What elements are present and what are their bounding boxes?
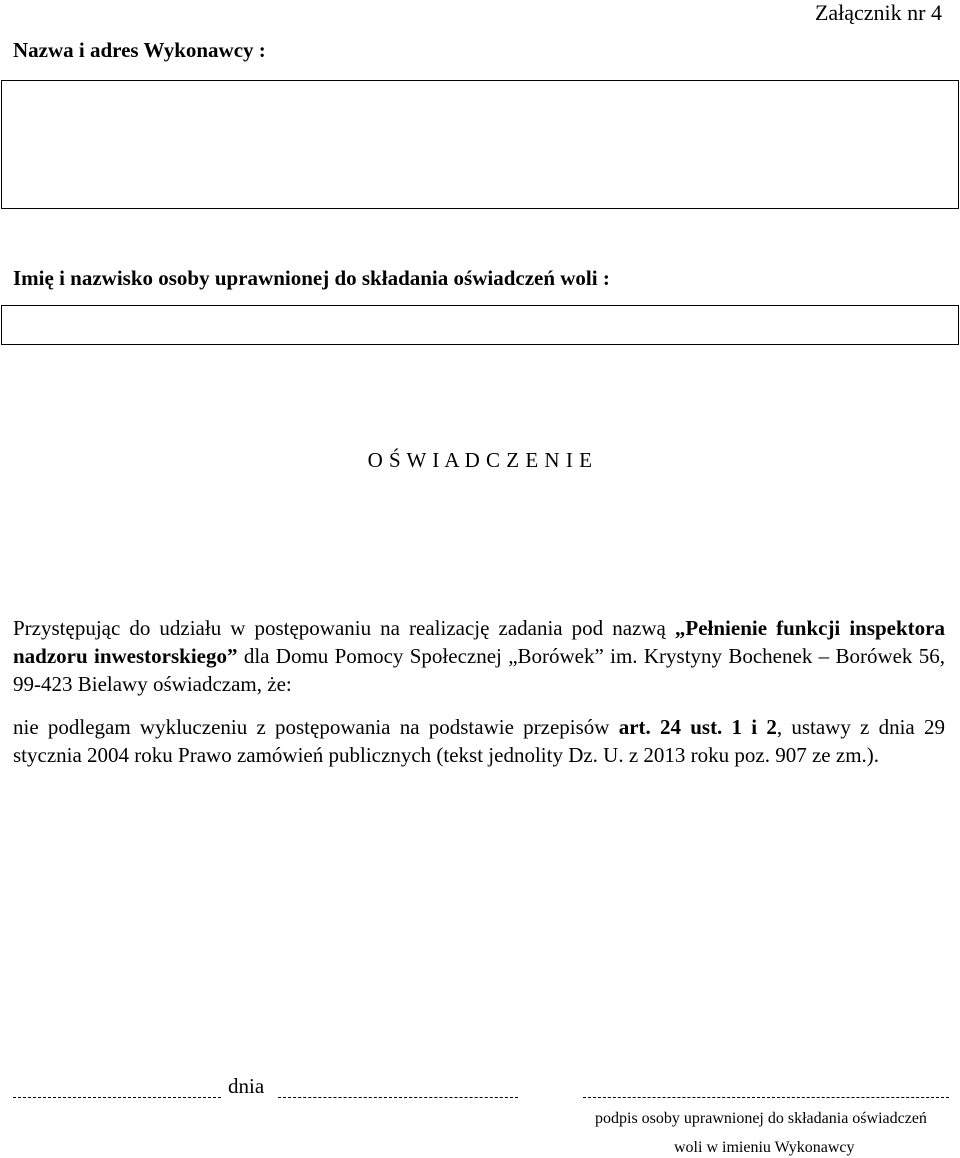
signature-caption-line1: podpis osoby uprawnionej do składania oświadczeń [595, 1110, 927, 1127]
signature-caption-line2: woli w imieniu Wykonawcy [674, 1139, 855, 1156]
statement-text-2: , ustawy z dnia 29 stycznia 2004 roku Prawo zamówień publicznych (tekst jednolity Dz. U. z 2013 roku poz. 907 ze zm.). [13, 715, 945, 767]
date-label: dnia [228, 1074, 265, 1098]
intro-text-2: dla Domu Pomocy Społecznej „Borówek” im. Krystyny Bochenek – Borówek 56, 99-423 Bielawy oświadczam, że: [13, 644, 945, 696]
contractor-label: Nazwa i adres Wykonawcy : [13, 38, 266, 62]
task-name: „Pełnienie funkcji inspektora nadzoru inwestorskiego” [13, 616, 945, 668]
contractor-field[interactable] [1, 80, 959, 209]
authorized-person-field[interactable] [1, 305, 959, 345]
legal-basis: art. 24 ust. 1 i 2 [618, 715, 777, 739]
signature-dotted-line[interactable] [583, 1097, 949, 1098]
place-dotted-line[interactable] [13, 1097, 221, 1098]
document-heading: O Ś W I A D C Z E N I E [367, 448, 593, 472]
intro-text-1: Przystępując do udziału w postępowaniu na realizację zadania pod nazwą [13, 616, 675, 640]
annex-number: Załącznik nr 4 [814, 0, 942, 25]
statement-paragraph [13, 713, 945, 769]
authorized-person-label: Imię i nazwisko osoby uprawnionej do składania oświadczeń woli : [13, 266, 610, 290]
date-dotted-line[interactable] [278, 1097, 518, 1098]
intro-paragraph [13, 614, 945, 698]
statement-text-1: nie podlegam wykluczeniu z postępowania na podstawie przepisów [13, 715, 619, 739]
